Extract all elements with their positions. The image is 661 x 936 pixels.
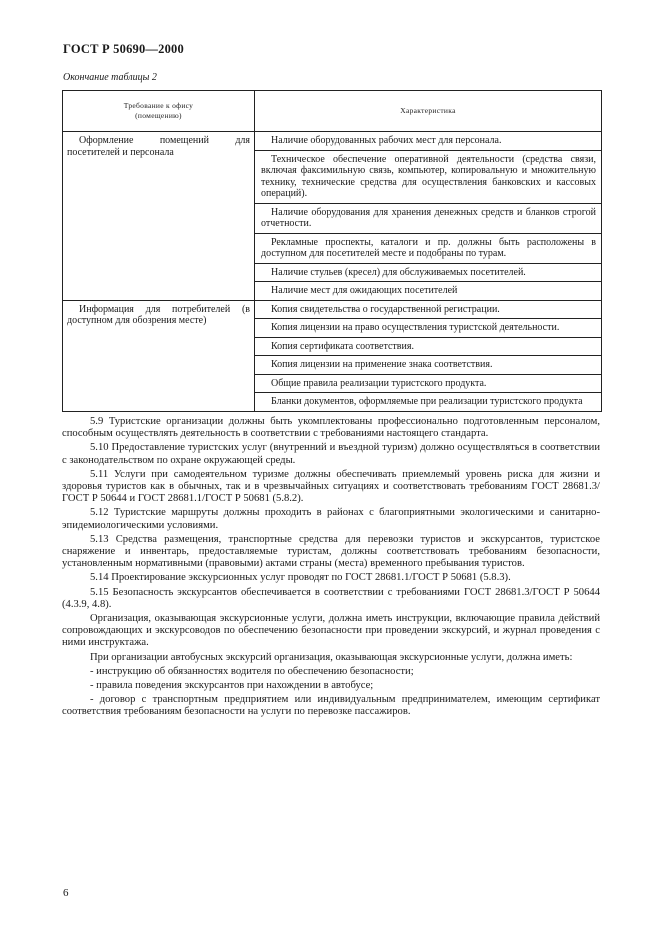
requirements-table [62, 90, 602, 412]
characteristic-item: Копия лицензии на право осуществления туристской деятельности. [255, 319, 601, 338]
characteristic-item: Техническое обеспечение оперативной деятельности (средства связи, включая факсимильную связь, компьютер, копировальную и множительную технику, технические средства для осуществления банковских и кассовых операций). [255, 151, 601, 204]
table-row [63, 300, 602, 411]
characteristic-item: Общие правила реализации туристского продукта. [255, 375, 601, 394]
table-caption: Окончание таблицы 2 [63, 72, 157, 83]
characteristic-item: Наличие стульев (кресел) для обслуживаемых посетителей. [255, 264, 601, 283]
paragraph: Организация, оказывающая экскурсионные услуги, должна иметь инструкции, включающие правила действий сопровождающих и экскурсоводов по обеспечению безопасности при проведении экскурсий, и журнал проведения с ними инструктажа. [62, 613, 600, 649]
list-item: - инструкцию об обязанностях водителя по обеспечению безопасности; [90, 665, 414, 677]
table-header-row [63, 91, 602, 132]
paragraph: 5.13 Средства размещения, транспортные средства для перевозки туристов и экскурсантов, туристское снаряжение и инвентарь, предоставляемые туристам, должны соответствовать требованиям безопасности, установленным нормативными (правовыми) актами страны (места) временного пребывания туристов. [62, 533, 600, 570]
column-header-line: (помещению) [135, 111, 182, 120]
paragraph: 5.11 Услуги при самодеятельном туризме должны обеспечивать приемлемый уровень риска для жизни и здоровья туристов как в обычных, так и в чрезвычайных ситуациях и соответствовать требованиям ГОСТ 28681.3/ГОСТ Р 50644 и ГОСТ 28681.1/ГОСТ Р 50681 (5.8.2). [62, 468, 600, 505]
body-text [62, 416, 600, 721]
table-row [63, 132, 602, 301]
requirement-text: Оформление помещений для посетителей и персонала [67, 135, 250, 158]
paragraph: 5.15 Безопасность экскурсантов обеспечивается в соответствии с требованиями ГОСТ 28681.3/ГОСТ Р 50644 (4.3.9, 4.8). [62, 586, 600, 610]
characteristic-item: Наличие оборудованных рабочих мест для персонала. [255, 132, 601, 151]
characteristic-item: Рекламные проспекты, каталоги и пр. должны быть расположены в доступном для посетителей месте и подобраны по турам. [255, 234, 601, 264]
column-header-line: Требование к офису [123, 101, 194, 110]
requirement-cell [63, 132, 255, 301]
characteristic-cell [255, 132, 602, 301]
paragraph: При организации автобусных экскурсий организация, оказывающая экскурсионные услуги, должна иметь: [90, 651, 573, 663]
requirement-text: Информация для потребителей (в доступном для обозрения месте) [67, 303, 250, 326]
characteristic-item: Наличие оборудования для хранения денежных средств и бланков строгой отчетности. [255, 204, 601, 234]
characteristic-item: Копия свидетельства о государственной регистрации. [255, 301, 601, 320]
paragraph: 5.12 Туристские маршруты должны проходить в районах с благоприятными экологическими и санитарно-эпидемиологическими условиями. [62, 507, 600, 531]
document-header: ГОСТ Р 50690—2000 [63, 42, 184, 56]
column-header-characteristic: Характеристика [255, 91, 602, 132]
characteristic-item: Наличие мест для ожидающих посетителей [271, 285, 458, 296]
requirement-cell [63, 300, 255, 411]
column-header-requirement [63, 91, 255, 132]
paragraph: 5.10 Предоставление туристских услуг (внутренний и въездной туризм) должно осуществляться в соответствии с законодательством по охране окружающей среды. [62, 442, 600, 466]
characteristic-item: Копия сертификата соответствия. [255, 338, 601, 357]
characteristic-item: Копия лицензии на применение знака соответствия. [255, 356, 601, 375]
paragraph: 5.14 Проектирование экскурсионных услуг проводят по ГОСТ 28681.1/ГОСТ Р 50681 (5.8.3). [90, 572, 511, 584]
list-item: - договор с транспортным предприятием или индивидуальным предпринимателем, имеющим сертификат соответствия требованиям безопасности на услуги по перевозке пассажиров. [62, 694, 600, 718]
page-number: 6 [63, 887, 69, 899]
characteristic-cell [255, 300, 602, 411]
list-item: - правила поведения экскурсантов при нахождении в автобусе; [90, 680, 374, 692]
characteristic-item: Бланки документов, оформляемые при реализации туристского продукта [271, 396, 583, 407]
paragraph: 5.9 Туристские организации должны быть укомплектованы профессионально подготовленным персоналом, способным осуществлять деятельность в соответствии с требованиями настоящего стандарта. [62, 416, 600, 440]
